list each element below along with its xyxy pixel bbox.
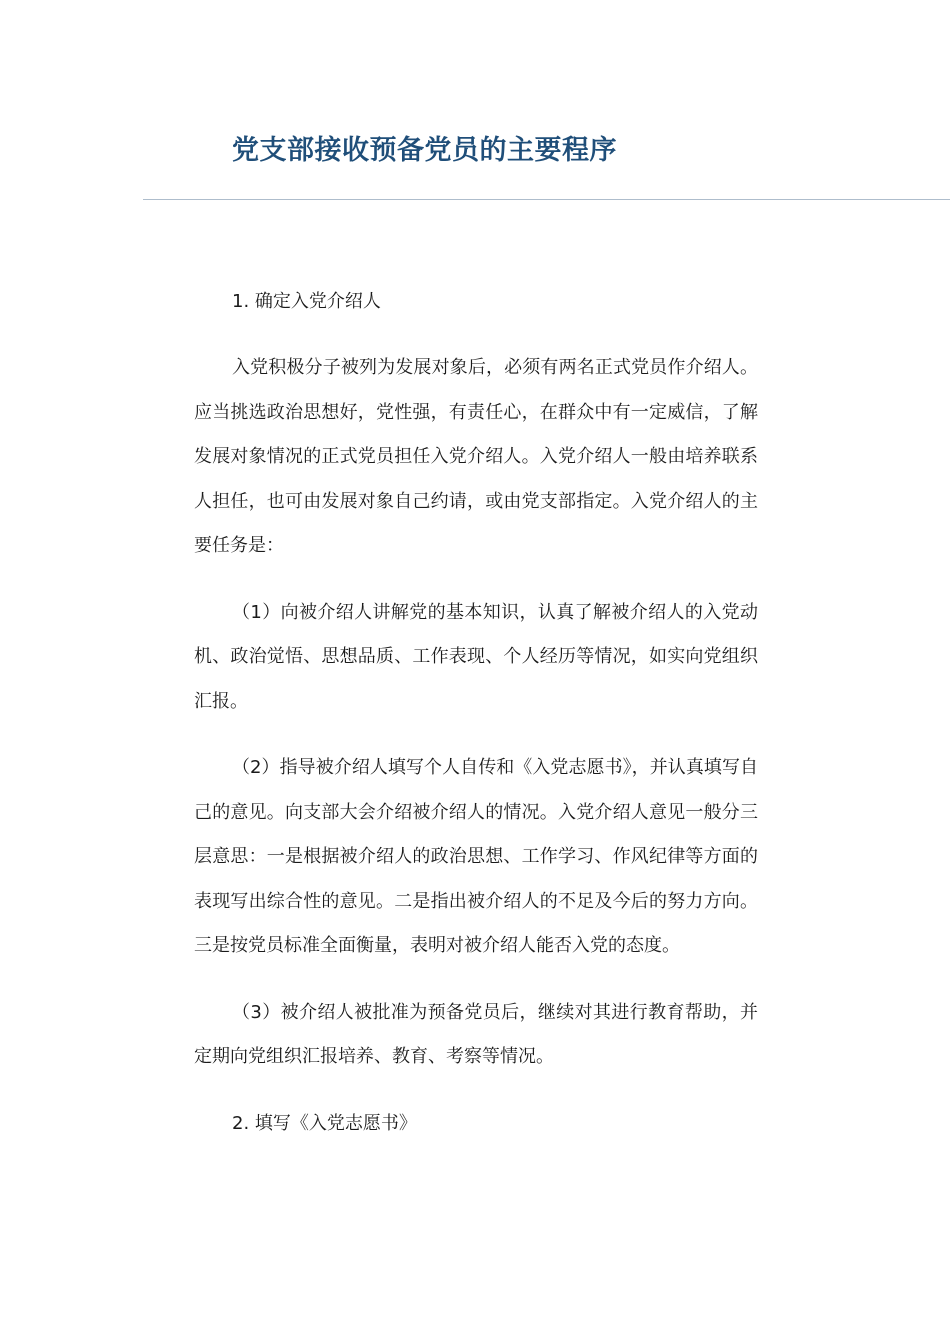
document-body [194, 280, 758, 1146]
paragraph-task-1: （1）向被介绍人讲解党的基本知识，认真了解被介绍人的入党动机、政治觉悟、思想品质、工作表现、个人经历等情况，如实向党组织汇报。 [194, 601, 758, 712]
paragraph-task-2: （2）指导被介绍人填写个人自传和《入党志愿书》，并认真填写自己的意见。向支部大会介绍被介绍人的情况。入党介绍人意见一般分三层意思：一是根据被介绍人的政治思想、工作学习、作风纪律等方面的表现写出综合性的意见。二是指出被介绍人的不足及今后的努力方向。三是按党员标准全面衡量，表明对被介绍人能否入党的态度。 [194, 757, 758, 956]
document-title: 党支部接收预备党员的主要程序 [232, 135, 617, 166]
title-divider [143, 199, 950, 200]
section-heading-2: 2. 填写《入党志愿书》 [232, 1112, 417, 1134]
paragraph-task-3: （3）被介绍人被批准为预备党员后，继续对其进行教育帮助，并定期向党组织汇报培养、教育、考察等情况。 [194, 1001, 758, 1067]
paragraph-intro: 入党积极分子被列为发展对象后，必须有两名正式党员作介绍人。应当挑选政治思想好，党性强，有责任心，在群众中有一定威信，了解发展对象情况的正式党员担任入党介绍人。入党介绍人一般由培养联系人担任，也可由发展对象自己约请，或由党支部指定。入党介绍人的主要任务是： [194, 357, 758, 556]
section-heading-1: 1. 确定入党介绍人 [232, 291, 381, 312]
